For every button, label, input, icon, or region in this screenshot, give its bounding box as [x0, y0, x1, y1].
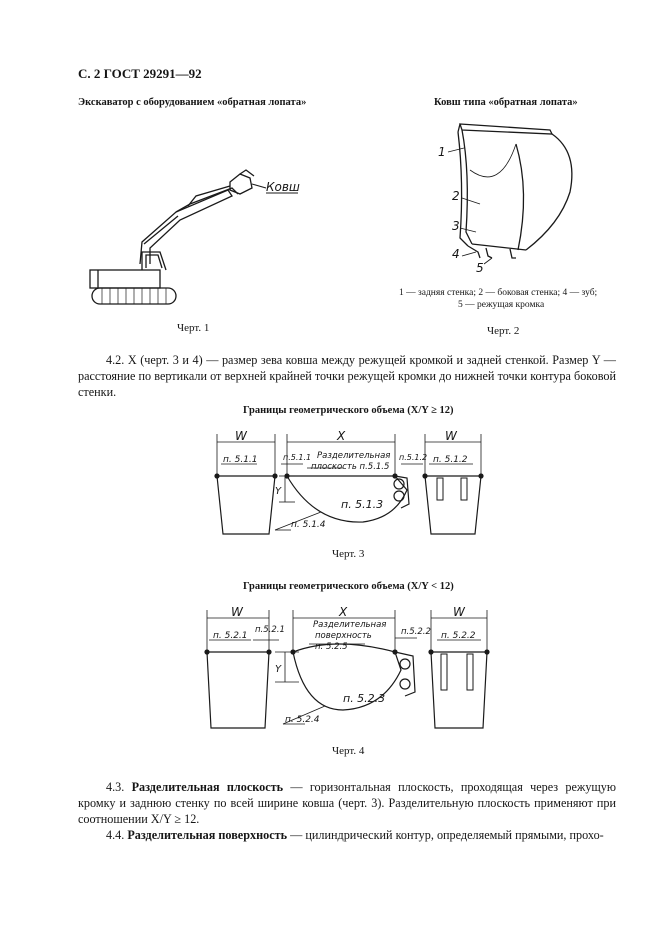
- fig3-ref-mid-left: п.5.1.1: [283, 453, 312, 462]
- fig4-w-left: W: [231, 605, 243, 619]
- paragraph-4-3-term: Разделительная плоскость: [131, 780, 284, 794]
- fig2-caption: Ковш типа «обратная лопата»: [434, 97, 578, 108]
- chert-2: Черт. 2: [487, 325, 520, 337]
- paragraph-4-2-number: 4.2.: [106, 353, 125, 367]
- fig3-ref-left: п. 5.1.1: [223, 455, 258, 465]
- fig3-w-left: W: [235, 429, 247, 443]
- paragraph-4-2: [78, 352, 616, 400]
- paragraph-4-4-text: — цилиндрический контур, определяемый прямыми, прохо-: [287, 828, 604, 842]
- paragraph-4-3-text: — горизонтальная плоскость, проходящая через режущую кромку и заднюю стенку по всей ширине ковша (черт. 3). Разделительную плоскость применяют при соотношении X/Y ≥ 12.: [78, 780, 616, 826]
- bucket-callout-4: 4: [452, 247, 460, 261]
- bucket-callout-2: 2: [452, 189, 460, 203]
- chert-3: Черт. 3: [332, 548, 365, 560]
- excavator-drawing: [80, 160, 320, 320]
- fig2-legend-line2: 5 — режущая кромка: [458, 300, 545, 310]
- bucket-callout-5: 5: [476, 261, 484, 275]
- fig4-ref-left: п. 5.2.1: [213, 631, 248, 641]
- fig4-x-label: X: [339, 605, 348, 619]
- bucket-drawing: [430, 112, 590, 277]
- fig4-ref-right: п. 5.2.2: [441, 631, 476, 641]
- paragraph-4-3-number: 4.3.: [106, 780, 125, 794]
- bucket-callout-1: 1: [438, 145, 446, 159]
- bucket-label: Ковш: [266, 180, 300, 194]
- fig4-surface-label-1: Разделительная: [313, 620, 387, 630]
- chert-4: Черт. 4: [332, 745, 365, 757]
- fig2-legend-line1: 1 — задняя стенка; 2 — боковая стенка; 4 — зуб;: [399, 288, 598, 298]
- fig4-y-label: Y: [275, 664, 282, 675]
- fig3-ref-right: п. 5.1.2: [433, 455, 468, 465]
- fig3-drawing: [195, 420, 495, 545]
- fig3-y-label: Y: [275, 486, 282, 497]
- fig3-curve-label: п. 5.1.3: [341, 498, 384, 511]
- fig4-bottom-label: п. 5.2.4: [285, 715, 320, 725]
- fig3-bottom-label: п. 5.1.4: [291, 520, 326, 530]
- fig4-w-right: W: [453, 605, 465, 619]
- fig3-ref-mid-right: п.5.1.2: [399, 453, 428, 462]
- bucket-callout-3: 3: [452, 219, 460, 233]
- paragraph-4-4: [78, 827, 616, 843]
- fig3-title: Границы геометрического объема (X/Y ≥ 12): [243, 405, 454, 416]
- chert-1: Черт. 1: [177, 322, 210, 334]
- paragraph-4-4-number: 4.4.: [106, 828, 125, 842]
- paragraph-4-2-text: X (черт. 3 и 4) — размер зева ковша между режущей кромкой и задней стенкой. Размер Y — расстояние по вертикали от верхней крайней точки режущей кромки до нижней точки контура боковой стенки.: [78, 353, 616, 399]
- fig4-ref-mid-right: п.5.2.2: [401, 627, 431, 637]
- fig4-surface-label-2: поверхность: [315, 631, 372, 641]
- paragraph-4-4-term: Разделительная поверхность: [127, 828, 288, 842]
- fig3-w-right: W: [445, 429, 457, 443]
- paragraph-4-3: [78, 779, 616, 827]
- fig3-plane-label-2: плоскость п.5.1.5: [311, 462, 390, 472]
- fig3-x-label: X: [337, 429, 346, 443]
- page-header: С. 2 ГОСТ 29291—92: [78, 66, 202, 81]
- fig3-plane-label-1: Разделительная: [317, 451, 391, 461]
- fig4-curve-label: п. 5.2.3: [343, 692, 386, 705]
- fig4-drawing: [195, 598, 495, 738]
- fig1-caption: Экскаватор с оборудованием «обратная лопата»: [78, 97, 307, 108]
- fig4-title: Границы геометрического объема (X/Y < 12): [243, 581, 454, 592]
- fig4-ref-mid-left: п.5.2.1: [255, 625, 285, 635]
- fig4-surface-label-3: п. 5.2.5: [315, 642, 348, 652]
